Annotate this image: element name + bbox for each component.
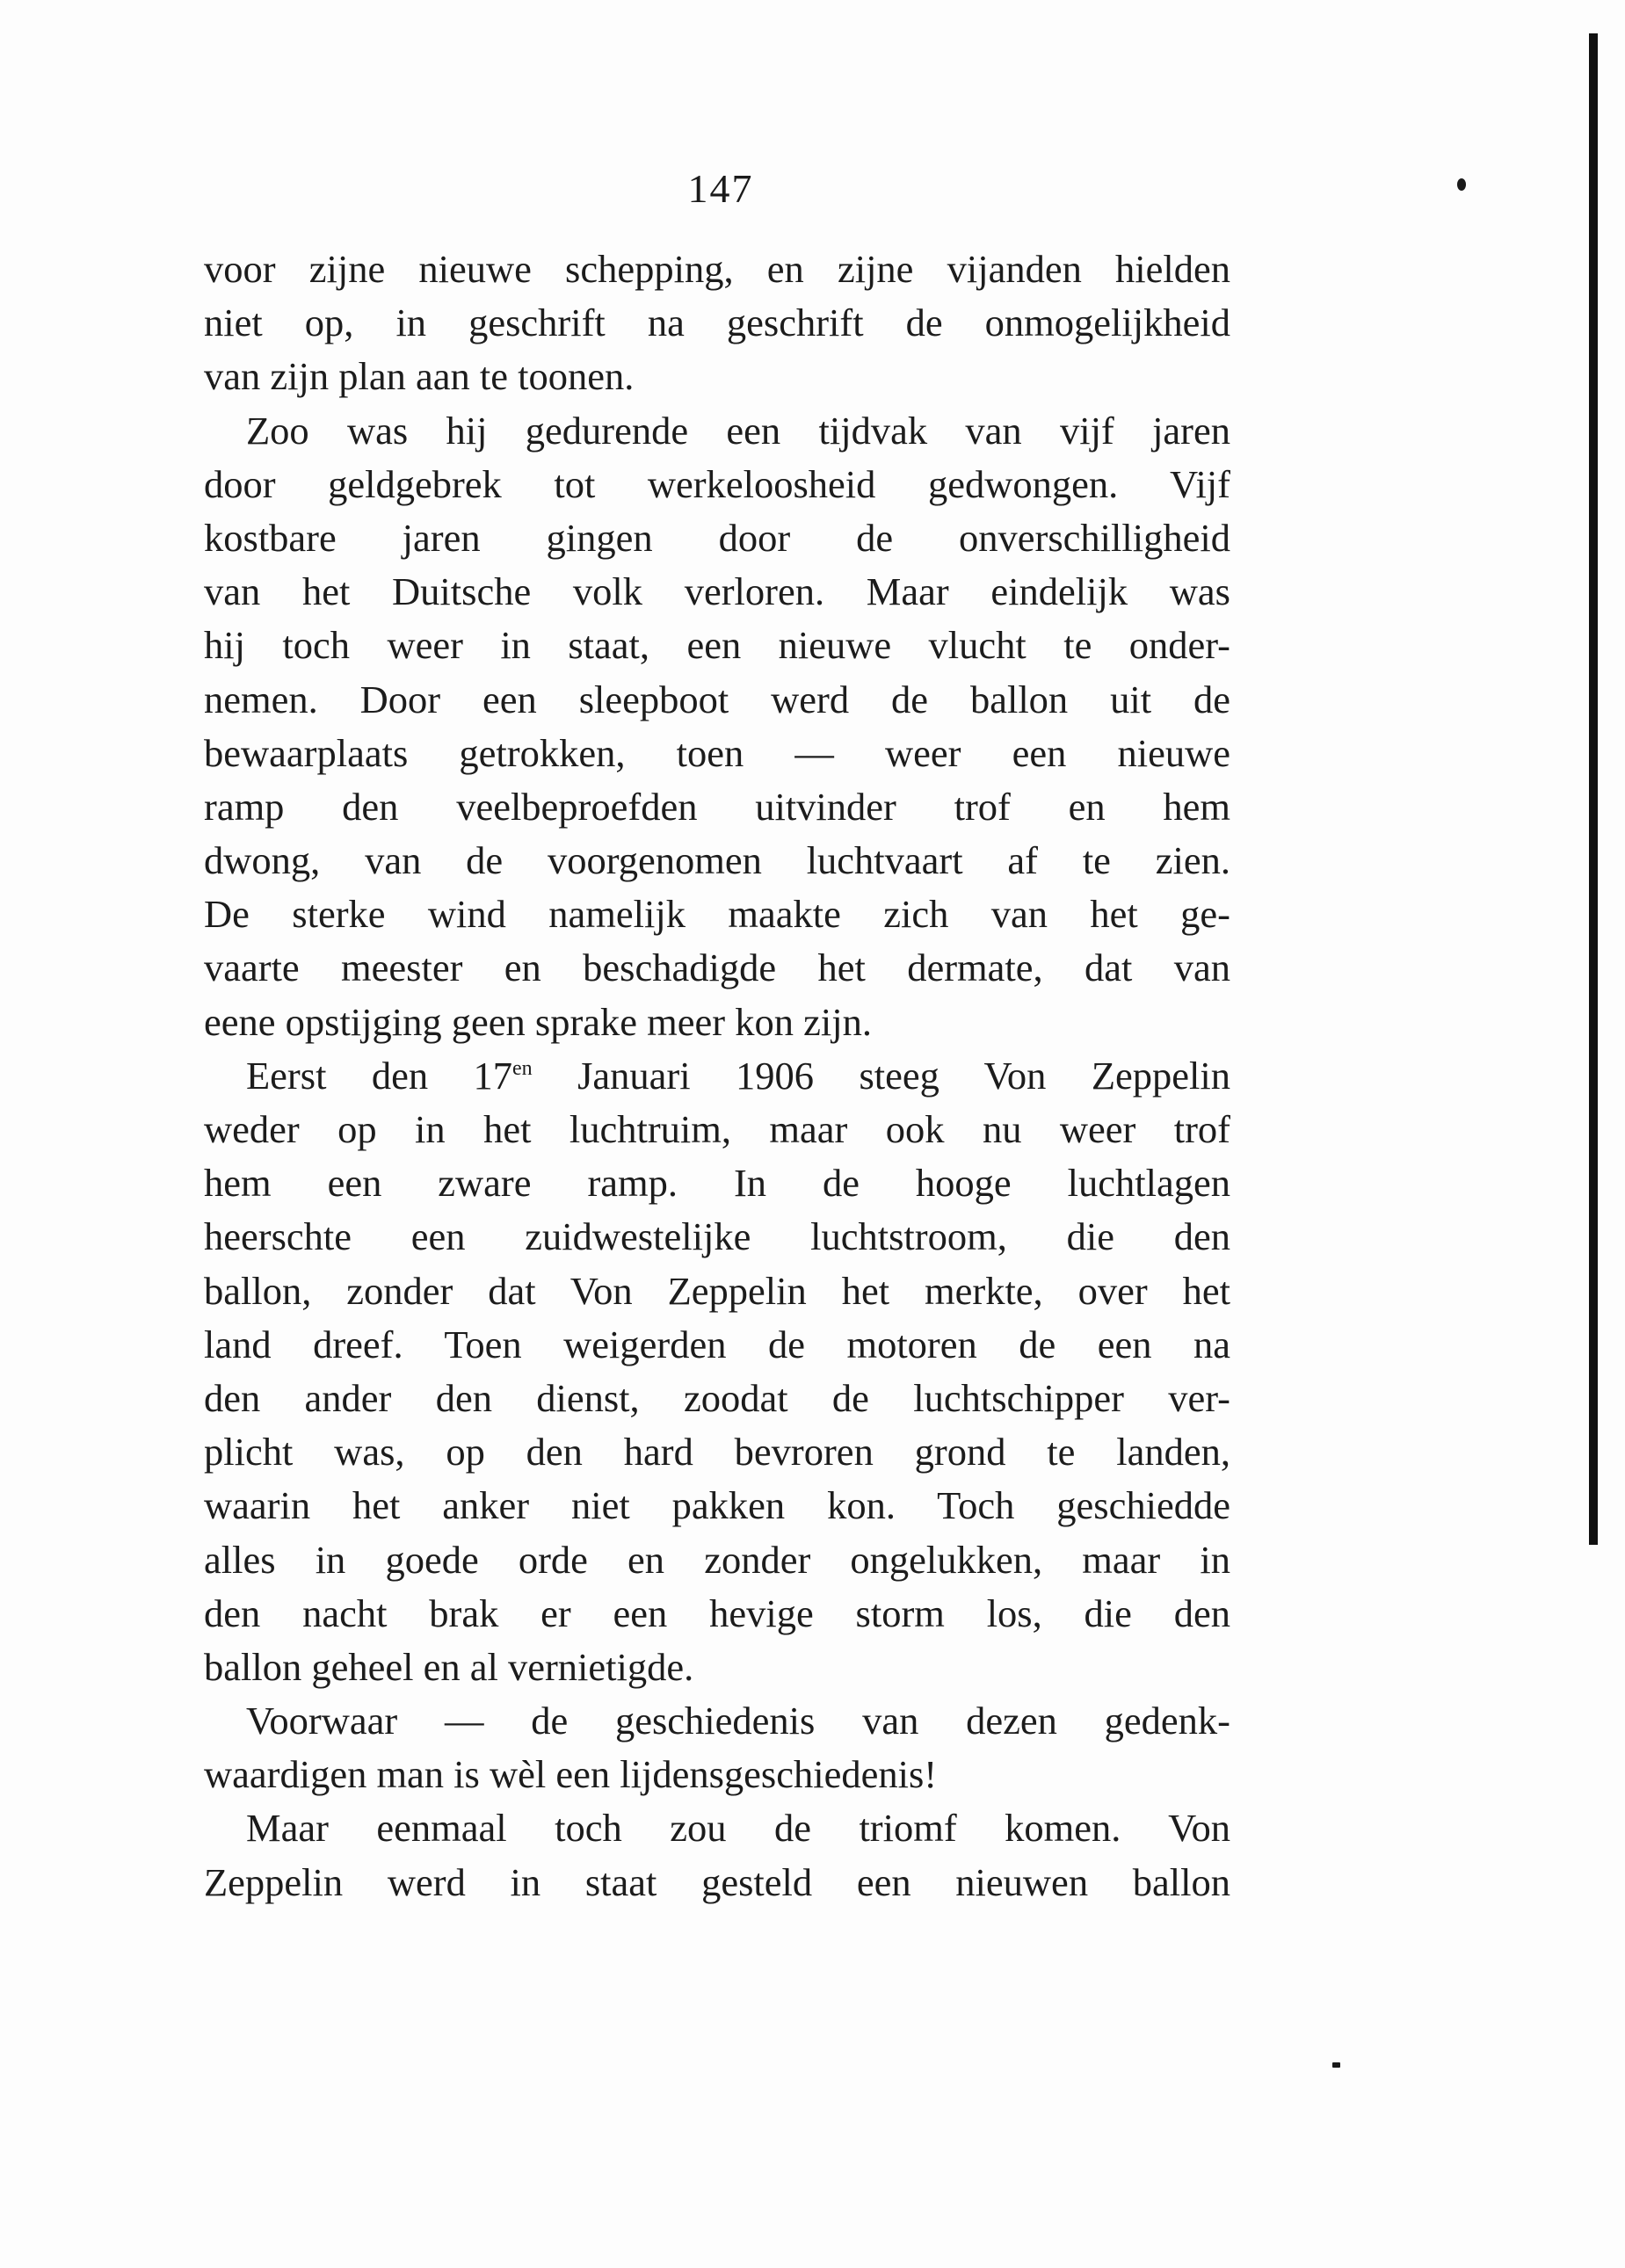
paragraph	[204, 1801, 1230, 1909]
text-run: Januari 1906 steeg Von Zeppelin	[532, 1053, 1230, 1098]
superscript: en	[512, 1056, 533, 1080]
text-line: den nacht brak er een hevige storm los, die den	[204, 1590, 1230, 1635]
text-line: van het Duitsche volk verloren. Maar eindelijk was	[204, 569, 1230, 614]
text-line: vaarte meester en beschadigde het dermate, dat van	[204, 946, 1230, 990]
text-line: plicht was, op den hard bevroren grond te landen,	[204, 1430, 1230, 1475]
text-line: nemen. Door een sleepboot werd de ballon uit de	[204, 677, 1230, 721]
paragraph	[204, 1049, 1230, 1694]
text-line: ballon geheel en al vernietigde.	[204, 1644, 694, 1689]
text-line: den ander den dienst, zoodat de luchtschipper ver-	[204, 1375, 1230, 1420]
text-run: Eerst den 17	[246, 1053, 513, 1098]
text-line: Maar eenmaal toch zou de triomf komen. Von	[246, 1806, 1230, 1851]
paragraph	[204, 404, 1230, 1049]
text-line: hij toch weer in staat, een nieuwe vlucht te onder-	[204, 623, 1230, 668]
ink-speck	[1332, 2062, 1340, 2068]
text-line: weder op in het luchtruim, maar ook nu weer trof	[204, 1107, 1230, 1151]
text-line: ballon, zonder dat Von Zeppelin het merkte, over het	[204, 1268, 1230, 1313]
page-edge-shadow	[1589, 33, 1598, 1545]
text-line: bewaarplaats getrokken, toen — weer een nieuwe	[204, 730, 1230, 775]
text-line: door geldgebrek tot werkeloosheid gedwongen. Vijf	[204, 461, 1230, 506]
text-line: niet op, in geschrift na geschrift de onmogelijkheid	[204, 301, 1230, 345]
text-line: waarin het anker niet pakken kon. Toch geschiedde	[204, 1483, 1230, 1528]
text-line: kostbare jaren gingen door de onverschilligheid	[204, 515, 1230, 560]
text-line: heerschte een zuidwestelijke luchtstroom, die den	[204, 1214, 1230, 1259]
paragraph	[204, 1694, 1230, 1801]
body-text	[204, 243, 1230, 1909]
text-line: dwong, van de voorgenomen luchtvaart af te zien.	[204, 838, 1230, 883]
text-line: voor zijne nieuwe schepping, en zijne vijanden hielden	[204, 247, 1230, 291]
text-line: land dreef. Toen weigerden de motoren de een na	[204, 1322, 1230, 1366]
text-line: hem een zware ramp. In de hooge luchtlagen	[204, 1161, 1230, 1206]
text-line: Zeppelin werd in staat gesteld een nieuwen ballon	[204, 1859, 1230, 1904]
text-line: Zoo was hij gedurende een tijdvak van vijf jaren	[246, 408, 1230, 453]
ink-speck	[1457, 178, 1466, 191]
text-line: eene opstijging geen sprake meer kon zijn.	[204, 999, 872, 1044]
text-line: waardigen man is wèl een lijdensgeschiedenis!	[204, 1752, 938, 1797]
text-line: van zijn plan aan te toonen.	[204, 354, 635, 399]
text-line	[204, 1049, 1230, 1103]
text-line: Voorwaar — de geschiedenis van dezen gedenk-	[246, 1699, 1230, 1743]
page-number: 147	[687, 166, 754, 211]
text-line: alles in goede orde en zonder ongelukken, maar in	[204, 1537, 1230, 1582]
paragraph	[204, 243, 1230, 404]
text-line: ramp den veelbeproefden uitvinder trof en hem	[204, 784, 1230, 829]
text-line: De sterke wind namelijk maakte zich van het ge-	[204, 892, 1230, 937]
